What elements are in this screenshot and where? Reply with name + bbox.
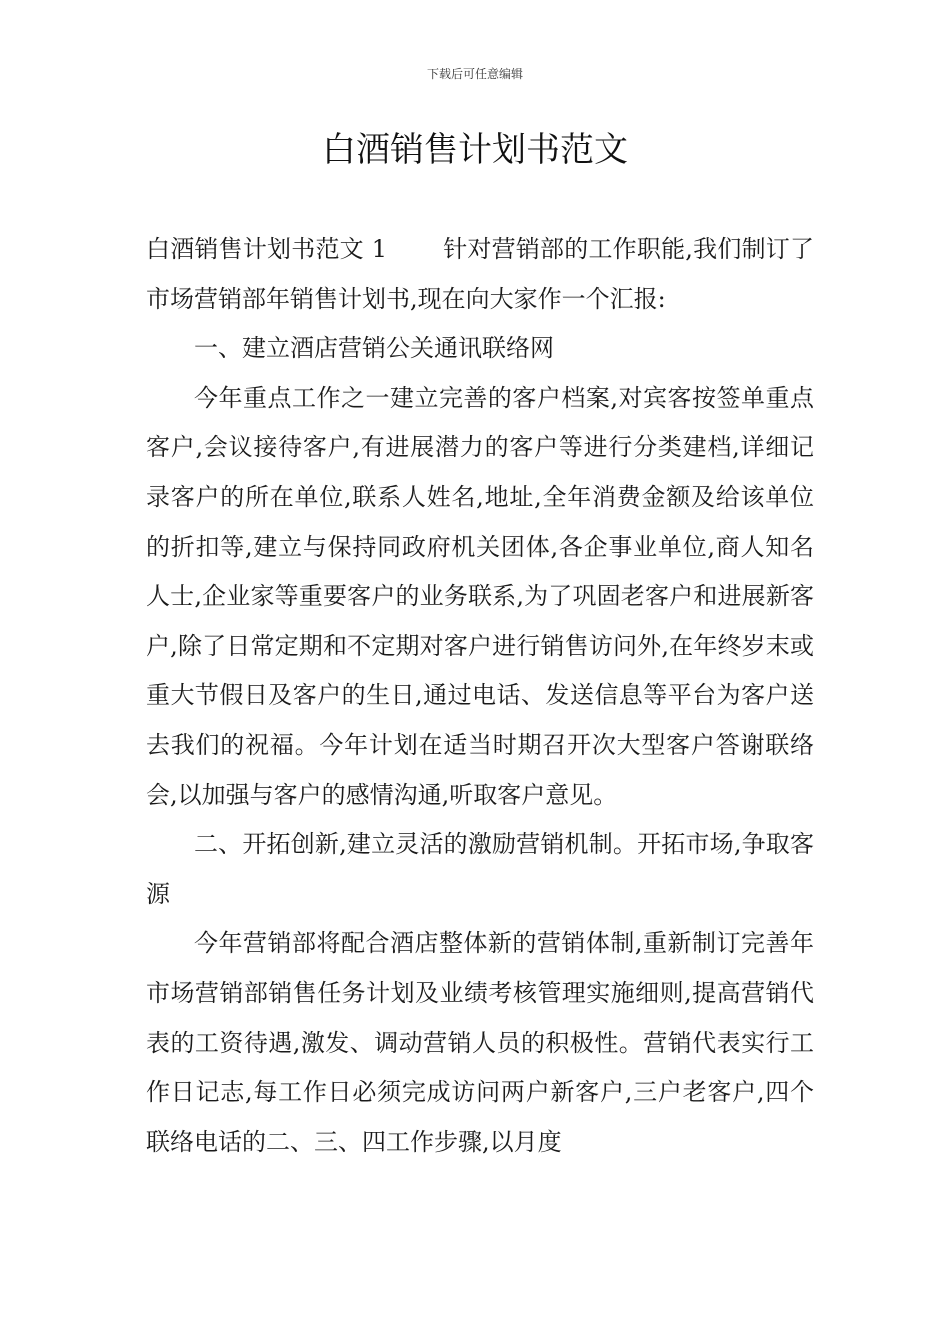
header-note: 下载后可任意编辑 [426, 67, 523, 81]
section-2-heading: 二、开拓创新,建立灵活的激励营销机制。开拓市场,争取客源 [146, 830, 814, 908]
document-body [146, 225, 814, 1167]
section-2-body: 今年营销部将配合酒店整体新的营销体制,重新制订完善年市场营销部销售任务计划及业绩考核管理实施细则,提高营销代表的工资待遇,激发、调动营销人员的积极性。营销代表实行工作日记志,每工作日必须完成访问两户新客户,三户老客户,四个联络电话的二、三、四工作步骤,以月度 [146, 929, 814, 1156]
section-1-body: 今年重点工作之一建立完善的客户档案,对宾客按签单重点客户,会议接待客户,有进展潜力的客户等进行分类建档,详细记录客户的所在单位,联系人姓名,地址,全年消费金额及给该单位的折扣等,建立与保持同政府机关团体,各企事业单位,商人知名人士,企业家等重要客户的业务联系,为了巩固老客户和进展新客户,除了日常定期和不定期对客户进行销售访问外,在年终岁末或重大节假日及客户的生日,通过电话、发送信息等平台为客户送去我们的祝福。今年计划在适当时期召开次大型客户答谢联络会,以加强与客户的感情沟通,听取客户意见。 [146, 383, 814, 809]
intro-paragraph [146, 225, 814, 324]
document-title: 白酒销售计划书范文 [322, 130, 628, 170]
intro-text: 针对营销部的工作职能,我们制订了市场营销部年销售计划书,现在向大家作一个汇报: [146, 235, 814, 313]
intro-label: 白酒销售计划书范文 1 [146, 235, 387, 263]
section-1-heading: 一、建立酒店营销公关通讯联络网 [194, 334, 554, 363]
